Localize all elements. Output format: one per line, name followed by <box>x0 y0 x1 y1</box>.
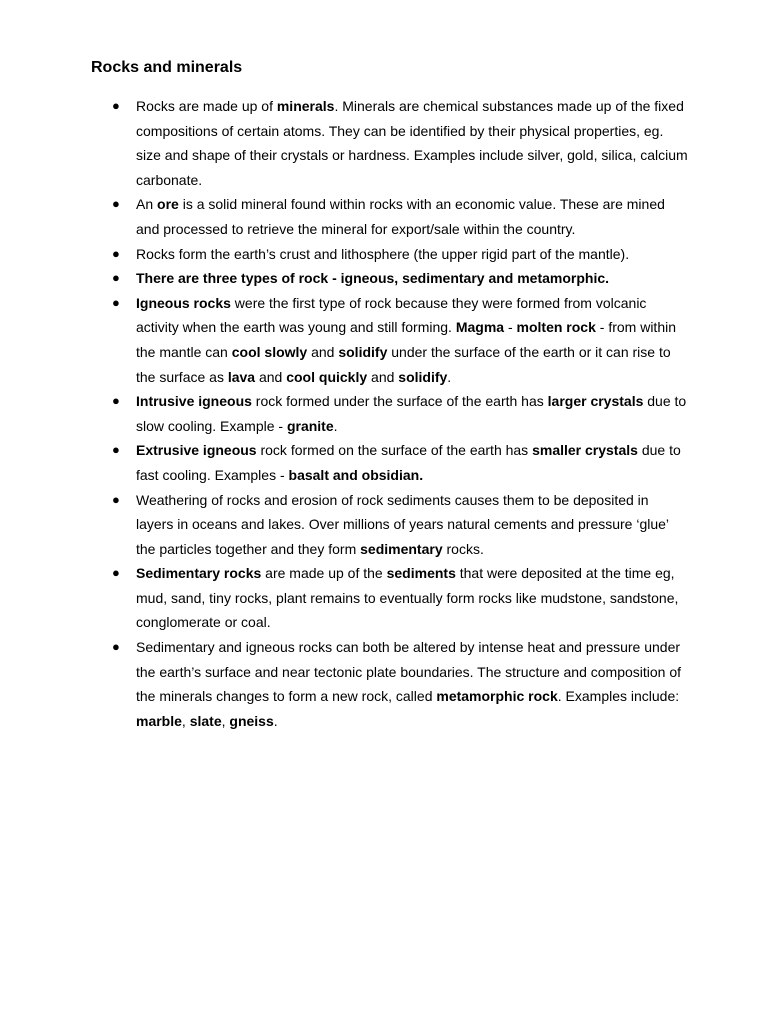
text-run: Sedimentary and igneous rocks can both be altered by intense heat and pressure under the earth’s surface and near tectonic plate boundaries. The structure and composition of the minerals changes to form a new rock, called <box>136 639 682 705</box>
bullet-icon: ● <box>112 442 120 458</box>
list-item <box>112 192 688 241</box>
bold-text: sediments <box>386 565 456 582</box>
bold-text: slate <box>189 712 222 729</box>
text-run: Rocks are made up of <box>136 98 277 114</box>
text-run: - from within the mantle can <box>136 319 676 360</box>
text-run: are made up of the <box>261 565 387 582</box>
bullet-icon: ● <box>112 98 120 113</box>
text-run: . Examples include: <box>557 688 680 705</box>
bullet-icon: ● <box>112 196 120 212</box>
bold-text: Sedimentary rocks <box>136 565 262 582</box>
list-item <box>112 488 688 562</box>
bold-text: cool slowly <box>231 343 308 360</box>
bold-text: lava <box>227 368 256 385</box>
list-item <box>112 561 688 635</box>
text-run: due to slow cooling. Example - <box>136 393 687 434</box>
text-run: An <box>136 196 158 213</box>
bold-text: larger crystals <box>547 393 644 410</box>
bold-text: There are three types of rock - igneous, sedimentary and metamorphic. <box>136 270 610 287</box>
text-run: and <box>367 368 399 385</box>
bold-text: smaller crystals <box>532 442 638 459</box>
text-run: rocks. <box>442 540 484 557</box>
text-run: due to fast cooling. Examples - <box>136 442 681 483</box>
text-run: . <box>447 368 452 385</box>
bold-text: Intrusive igneous <box>136 393 252 410</box>
text-run: Weathering of rocks and erosion of rock sediments causes them to be deposited in layers in oceans and lakes. Over millions of years natural cements and pressure ‘glue’ the particles together and they form <box>136 491 669 557</box>
text-run: under the surface of the earth or it can rise to the surface as <box>136 343 671 385</box>
list-item <box>112 266 688 291</box>
bullet-icon: ● <box>112 294 120 310</box>
text-run: that were deposited at the time eg, mud, sand, tiny rocks, plant remains to eventually form rocks like mudstone, sandstone, conglomerate or coal. <box>136 565 679 631</box>
bold-text: Magma <box>455 319 505 336</box>
bold-text: sedimentary <box>360 540 443 557</box>
bold-text: basalt and obsidian. <box>288 466 424 483</box>
bullet-icon: ● <box>112 491 120 507</box>
page-title: Rocks and minerals <box>91 59 243 76</box>
text-run: rock formed on the surface of the earth has <box>256 442 533 459</box>
bold-text: solidify <box>398 368 448 385</box>
bold-text: gneiss <box>229 712 274 729</box>
bullet-icon: ● <box>112 270 120 286</box>
bold-text: Igneous rocks <box>136 294 231 311</box>
bold-text: minerals <box>276 98 335 114</box>
bold-text: ore <box>157 196 179 213</box>
text-run: and <box>307 343 339 360</box>
text-run: . <box>273 712 278 729</box>
text-run: . <box>333 417 338 434</box>
list-item <box>112 438 688 487</box>
bold-text: cool quickly <box>286 368 368 385</box>
text-run: is a solid mineral found within rocks with an economic value. These are mined and processed to retrieve the mineral for export/sale within the country. <box>136 196 665 237</box>
bold-text: marble <box>136 712 182 729</box>
list-item <box>112 94 688 192</box>
bullet-icon: ● <box>112 639 120 655</box>
text-run: - <box>504 319 517 336</box>
bold-text: solidify <box>338 343 388 360</box>
bullet-icon: ● <box>112 393 120 409</box>
bold-text: metamorphic rock <box>436 688 558 705</box>
bold-text: Extrusive igneous <box>136 442 257 459</box>
text-run: , <box>181 712 190 729</box>
text-run: and <box>255 368 287 385</box>
text-run: . Minerals are chemical substances made up of the fixed compositions of certain atoms. They can be identified by their physical properties, eg. size and shape of their crystals or hardness. Examples include silver, gold, silica, calcium carbonate. <box>136 98 688 188</box>
bullet-icon: ● <box>112 245 120 261</box>
bullet-list <box>112 94 688 733</box>
bold-text: molten rock <box>516 319 596 336</box>
bullet-icon: ● <box>112 565 120 581</box>
text-run: Rocks form the earth’s crust and lithosphere (the upper rigid part of the mantle). <box>136 245 630 262</box>
text-run: , <box>221 712 230 729</box>
list-item <box>112 389 688 438</box>
text-run: rock formed under the surface of the earth has <box>251 393 548 410</box>
list-item <box>112 635 688 733</box>
bold-text: granite <box>286 417 334 434</box>
list-item <box>112 291 688 389</box>
text-run: were the first type of rock because they were formed from volcanic activity when the earth was young and still forming. <box>136 294 647 336</box>
list-item <box>112 242 688 267</box>
